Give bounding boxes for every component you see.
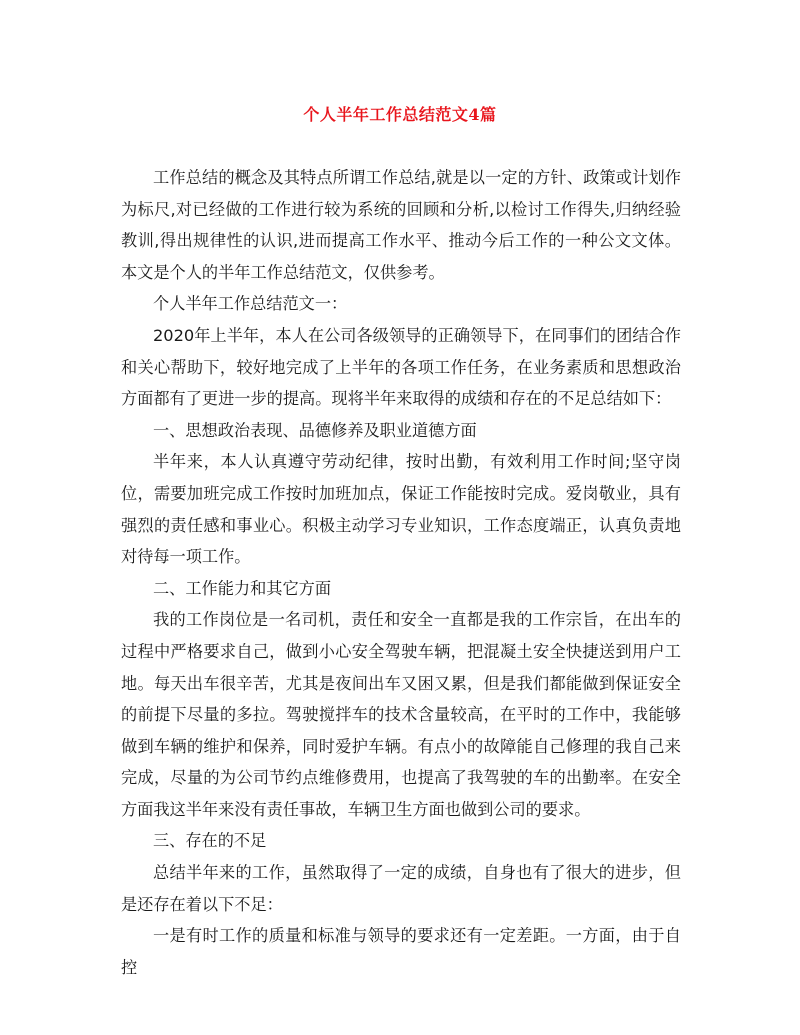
intro-paragraph: 工作总结的概念及其特点所谓工作总结,就是以一定的方针、政策或计划作为标尺,对已经做的工作进行较为系统的回顾和分析,以检讨工作得失,归纳经验教训,得出规律性的认识,进而提高工作水平、推动今后工作的一种公文文体。本文是个人的半年工作总结范文，仅供参考。 bbox=[121, 168, 681, 282]
section-heading-ability: 二、工作能力和其它方面 bbox=[153, 578, 332, 598]
shortcomings-paragraph: 总结半年来的工作，虽然取得了一定的成绩，自身也有了很大的进步，但是还存在着以下不足： bbox=[121, 863, 681, 914]
document-title: 个人半年工作总结范文4篇 bbox=[303, 105, 497, 124]
section-heading-example-one: 个人半年工作总结范文一： bbox=[153, 294, 348, 314]
shortcoming-one-paragraph: 一是有时工作的质量和标准与领导的要求还有一定差距。一方面，由于自控 bbox=[121, 926, 681, 977]
section-heading-shortcomings: 三、存在的不足 bbox=[153, 831, 267, 851]
political-paragraph: 半年来，本人认真遵守劳动纪律，按时出勤，有效利用工作时间;坚守岗位，需要加班完成工作按时加班加点，保证工作能按时完成。爱岗敬业，具有强烈的责任感和事业心。积极主动学习专业知识，工作态度端正，认真负责地对待每一项工作。 bbox=[121, 452, 681, 567]
section-heading-political: 一、思想政治表现、品德修养及职业道德方面 bbox=[153, 420, 477, 440]
document-body bbox=[121, 162, 681, 983]
ability-paragraph: 我的工作岗位是一名司机，责任和安全一直都是我的工作宗旨，在出车的过程中严格要求自己，做到小心安全驾驶车辆，把混凝土安全快捷送到用户工地。每天出车很辛苦，尤其是夜间出车又困又累，但是我们都能做到保证安全的前提下尽量的多拉。驾驶搅拌车的技术含量较高，在平时的工作中，我能够做到车辆的维护和保养，同时爱护车辆。有点小的故障能自己修理的我自己来完成，尽量的为公司节约点维修费用，也提高了我驾驶的车的出勤率。在安全方面我这半年来没有责任事故，车辆卫生方面也做到公司的要求。 bbox=[121, 610, 681, 819]
opening-paragraph: 2020年上半年，本人在公司各级领导的正确领导下，在同事们的团结合作和关心帮助下，较好地完成了上半年的各项工作任务，在业务素质和思想政治方面都有了更进一步的提高。现将半年来取得的成绩和存在的不足总结如下： bbox=[121, 325, 681, 409]
